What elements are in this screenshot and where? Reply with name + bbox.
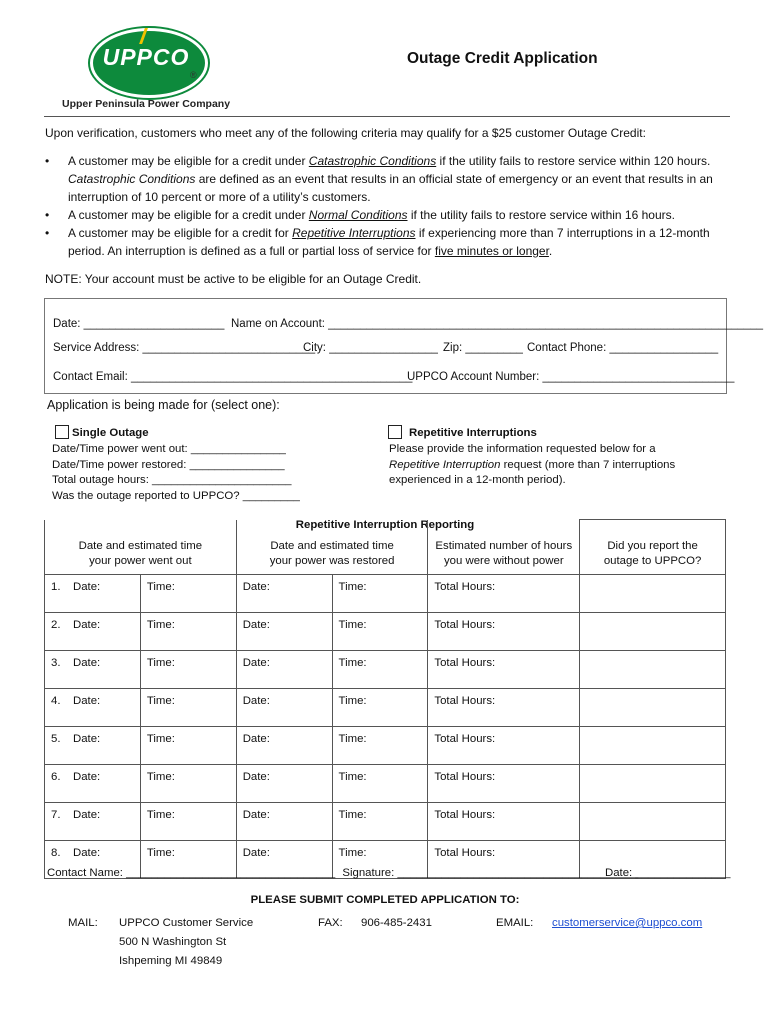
- row-total-hours[interactable]: [428, 651, 580, 689]
- row-restored-date[interactable]: [236, 803, 332, 841]
- cell-label: Date:: [242, 847, 270, 859]
- cell-label: Time:: [146, 771, 175, 783]
- row-restored-date[interactable]: [236, 727, 332, 765]
- row-out-date[interactable]: [45, 613, 141, 651]
- row-restored-time[interactable]: [332, 803, 428, 841]
- column-header-hours: Estimated number of hours you were without power: [428, 520, 580, 575]
- row-out-date[interactable]: [45, 765, 141, 803]
- row-reported[interactable]: [580, 575, 726, 613]
- table-row: [45, 727, 726, 765]
- contact-name-field[interactable]: Contact Name: _________________________________: [47, 867, 336, 879]
- row-restored-time[interactable]: [332, 651, 428, 689]
- cell-label: Time:: [146, 695, 175, 707]
- intro-text: Upon verification, customers who meet any of the following criteria may qualify for a $25 customer Outage Credit:: [45, 126, 646, 140]
- mail-line-3: Ishpeming MI 49849: [119, 955, 223, 967]
- logo-text: UPPCO: [102, 44, 190, 70]
- row-total-hours[interactable]: [428, 575, 580, 613]
- criteria-item: • A customer may be eligible for a credit for Repetitive Interruptions if experiencing more than 7 interruptions in a 12-month period. An interruption is defined as a full or partial loss of service for five minutes or longer.: [45, 224, 725, 260]
- row-number: 4.: [51, 695, 61, 707]
- row-reported[interactable]: [580, 803, 726, 841]
- row-number: 8.: [51, 847, 61, 859]
- cell-label: Time:: [338, 619, 367, 631]
- city-field[interactable]: City: _________________: [303, 342, 438, 354]
- contact-email-field[interactable]: Contact Email: ____________________________________________: [53, 371, 413, 383]
- fax-number: 906-485-2431: [361, 917, 432, 929]
- mail-label: MAIL:: [68, 917, 98, 929]
- row-out-time[interactable]: [140, 765, 236, 803]
- cell-label: Date:: [242, 809, 270, 821]
- account-number-field[interactable]: UPPCO Account Number: ______________________________: [407, 371, 735, 383]
- service-address-field[interactable]: Service Address: ___________________________: [53, 342, 316, 354]
- row-number: 3.: [51, 657, 61, 669]
- cell-label: Time:: [146, 619, 175, 631]
- table-caption: Repetitive Interruption Reporting: [295, 519, 475, 531]
- email-address[interactable]: [552, 917, 702, 929]
- criteria-item: • A customer may be eligible for a credit under Normal Conditions if the utility fails to restore service within 16 hours.: [45, 206, 725, 224]
- power-out-field[interactable]: Date/Time power went out: _______________: [52, 443, 286, 455]
- row-restored-date[interactable]: [236, 651, 332, 689]
- row-reported[interactable]: [580, 689, 726, 727]
- cell-label: Total Hours:: [434, 733, 496, 745]
- application-type-prompt: Application is being made for (select one):: [47, 398, 280, 412]
- company-name: Upper Peninsula Power Company: [62, 98, 231, 110]
- cell-label: Time:: [146, 847, 175, 859]
- cell-label: Time:: [146, 809, 175, 821]
- power-restored-field[interactable]: Date/Time power restored: _______________: [52, 459, 285, 471]
- repetitive-interruptions-checkbox[interactable]: [388, 425, 402, 439]
- row-restored-time[interactable]: [332, 689, 428, 727]
- contact-phone-field[interactable]: Contact Phone: _________________: [527, 342, 719, 354]
- outage-reported-field[interactable]: Was the outage reported to UPPCO? _________: [52, 490, 300, 502]
- outage-hours-field[interactable]: Total outage hours: ______________________: [52, 474, 292, 486]
- row-out-date[interactable]: [45, 651, 141, 689]
- row-reported[interactable]: [580, 651, 726, 689]
- repetitive-interruptions-label: Repetitive Interruptions: [409, 427, 537, 439]
- cell-label: Date:: [242, 771, 270, 783]
- cell-label: Date:: [73, 619, 101, 631]
- table-row: [45, 765, 726, 803]
- row-total-hours[interactable]: [428, 765, 580, 803]
- cell-label: Total Hours:: [434, 847, 496, 859]
- row-restored-date[interactable]: [236, 575, 332, 613]
- row-out-date[interactable]: [45, 803, 141, 841]
- cell-label: Date:: [242, 733, 270, 745]
- row-out-time[interactable]: [140, 727, 236, 765]
- row-out-time[interactable]: [140, 575, 236, 613]
- row-out-time[interactable]: [140, 689, 236, 727]
- cell-label: Date:: [73, 733, 101, 745]
- row-restored-time[interactable]: [332, 727, 428, 765]
- submit-heading: PLEASE SUBMIT COMPLETED APPLICATION TO:: [250, 894, 520, 906]
- row-out-date[interactable]: [45, 689, 141, 727]
- mail-line-1: UPPCO Customer Service: [119, 917, 254, 929]
- cell-label: Time:: [338, 809, 367, 821]
- page-title: Outage Credit Application: [407, 50, 598, 67]
- email-label: EMAIL:: [496, 917, 534, 929]
- registered-mark: ®: [190, 70, 197, 80]
- row-out-time[interactable]: [140, 613, 236, 651]
- cell-label: Date:: [242, 657, 270, 669]
- repetitive-interruption-table: [44, 519, 726, 879]
- row-restored-time[interactable]: [332, 765, 428, 803]
- row-total-hours[interactable]: [428, 727, 580, 765]
- name-on-account-field[interactable]: Name on Account: ____________________________________________________________________: [231, 318, 764, 330]
- note-text: NOTE: Your account must be active to be eligible for an Outage Credit.: [45, 272, 422, 286]
- row-number: 7.: [51, 809, 61, 821]
- cell-label: Total Hours:: [434, 581, 496, 593]
- email-link[interactable]: customerservice@uppco.com: [552, 917, 703, 929]
- cell-label: Date:: [242, 695, 270, 707]
- header-divider: [44, 116, 730, 117]
- cell-label: Total Hours:: [434, 657, 496, 669]
- repetitive-desc-2: Repetitive Interruption request (more than 7 interruptions: [389, 459, 676, 471]
- row-out-date[interactable]: [45, 575, 141, 613]
- row-restored-date[interactable]: [236, 765, 332, 803]
- cell-label: Date:: [73, 657, 101, 669]
- signature-row: [47, 867, 731, 879]
- fax-label: FAX:: [318, 917, 343, 929]
- table-row: [45, 651, 726, 689]
- row-total-hours[interactable]: [428, 803, 580, 841]
- row-restored-date[interactable]: [236, 689, 332, 727]
- row-total-hours[interactable]: [428, 689, 580, 727]
- single-outage-checkbox[interactable]: [55, 425, 69, 439]
- row-number: 6.: [51, 771, 61, 783]
- row-reported[interactable]: [580, 727, 726, 765]
- table-row: [45, 575, 726, 613]
- table-row: [45, 803, 726, 841]
- cell-label: Date:: [73, 809, 101, 821]
- row-total-hours[interactable]: [428, 613, 580, 651]
- cell-label: Time:: [146, 657, 175, 669]
- cell-label: Time:: [338, 847, 367, 859]
- single-outage-label: Single Outage: [72, 427, 149, 439]
- signature-date-field[interactable]: Date: _______________: [605, 867, 731, 879]
- row-out-time[interactable]: [140, 651, 236, 689]
- table-row: [45, 613, 726, 651]
- table-header-row: [45, 520, 726, 575]
- row-restored-time[interactable]: [332, 613, 428, 651]
- cell-label: Date:: [73, 847, 101, 859]
- column-header-restored: Date and estimated time your power was restored: [236, 520, 428, 575]
- criteria-list: [45, 152, 725, 260]
- repetitive-desc-3: experienced in a 12-month period).: [389, 474, 566, 486]
- cell-label: Date:: [73, 695, 101, 707]
- table-row: [45, 689, 726, 727]
- cell-label: Total Hours:: [434, 809, 496, 821]
- cell-label: Time:: [146, 733, 175, 745]
- row-restored-date[interactable]: [236, 613, 332, 651]
- cell-label: Total Hours:: [434, 619, 496, 631]
- cell-label: Date:: [73, 771, 101, 783]
- row-out-date[interactable]: [45, 727, 141, 765]
- cell-label: Time:: [338, 695, 367, 707]
- company-logo: [60, 26, 240, 116]
- cell-label: Date:: [73, 581, 101, 593]
- cell-label: Date:: [242, 619, 270, 631]
- cell-label: Time:: [338, 581, 367, 593]
- row-reported[interactable]: [580, 765, 726, 803]
- cell-label: Time:: [338, 771, 367, 783]
- column-header-reported: Did you report the outage to UPPCO?: [580, 520, 726, 575]
- date-field[interactable]: Date: ______________________: [53, 318, 225, 330]
- zip-field[interactable]: Zip: _________: [443, 342, 523, 354]
- cell-label: Time:: [338, 657, 367, 669]
- column-header-out: Date and estimated time your power went out: [45, 520, 237, 575]
- row-number: 2.: [51, 619, 61, 631]
- mail-line-2: 500 N Washington St: [119, 936, 227, 948]
- signature-field[interactable]: Signature: ______________________________________: [342, 867, 639, 879]
- row-out-time[interactable]: [140, 803, 236, 841]
- row-reported[interactable]: [580, 613, 726, 651]
- row-number: 1.: [51, 581, 61, 593]
- row-number: 5.: [51, 733, 61, 745]
- cell-label: Time:: [146, 581, 175, 593]
- customer-info-box: [44, 298, 764, 394]
- row-restored-time[interactable]: [332, 575, 428, 613]
- cell-label: Total Hours:: [434, 695, 496, 707]
- criteria-item: • A customer may be eligible for a credit under Catastrophic Conditions if the utility fails to restore service within 120 hours. Catastrophic Conditions are defined as an event that results in an official state of emergency or an event that results in an interruption of 10 percent or more of a utility’s customers.: [45, 152, 725, 206]
- cell-label: Total Hours:: [434, 771, 496, 783]
- cell-label: Date:: [242, 581, 270, 593]
- repetitive-desc-1: Please provide the information requested below for a: [389, 443, 656, 455]
- cell-label: Time:: [338, 733, 367, 745]
